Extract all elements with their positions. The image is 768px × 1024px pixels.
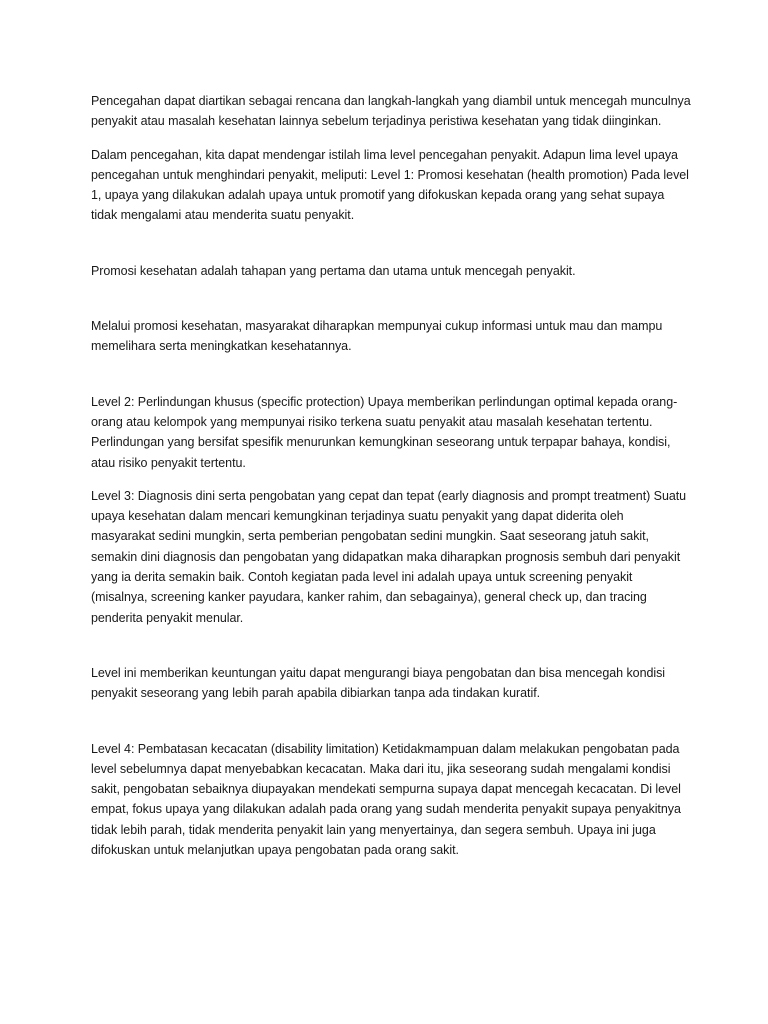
paragraph-five-levels-level-1: Dalam pencegahan, kita dapat mendengar istilah lima level pencegahan penyakit. Adapun lima level upaya pencegahan untuk menghindari penyakit, meliputi: Level 1: Promosi kesehatan (health promotion) Pada level 1, upaya yang dilakukan adalah upaya untuk promotif yang difokuskan kepada orang yang sehat supaya tidak mengalami atau menderita suatu penyakit.: [91, 147, 689, 223]
paragraph-health-promotion: Promosi kesehatan adalah tahapan yang pertama dan utama untuk mencegah penyakit.: [91, 263, 576, 278]
document-page: [91, 91, 691, 860]
paragraph-level-3: Level 3: Diagnosis dini serta pengobatan yang cepat dan tepat (early diagnosis and prompt treatment) Suatu upaya kesehatan dalam mencari kemungkinan terjadinya suatu penyakit yang dapat diderita oleh masyarakat sedini mungkin, serta pemberian pengobatan sedini mungkin. Saat seseorang jatuh sakit, semakin dini diagnosis dan pengobatan yang didapatkan maka diharapkan prognosis sembuh dari penyakit yang ia derita semakin baik. Contoh kegiatan pada level ini adalah upaya untuk screening penyakit (misalnya, screening kanker payudara, kanker rahim, dan sebagainya), general check up, dan tracing penderita penyakit menular.: [91, 488, 687, 625]
paragraph-promotion-benefit: Melalui promosi kesehatan, masyarakat diharapkan mempunyai cukup informasi untuk mau dan mampu memelihara serta meningkatkan kesehatannya.: [91, 319, 663, 354]
paragraph-level-3-benefit: Level ini memberikan keuntungan yaitu dapat mengurangi biaya pengobatan dan bisa mencegah kondisi penyakit seseorang yang lebih parah apabila dibiarkan tanpa ada tindakan kuratif.: [91, 665, 666, 701]
paragraph-prevention-definition: Pencegahan dapat diartikan sebagai rencana dan langkah-langkah yang diambil untuk mencegah munculnya penyakit atau masalah kesehatan lainnya sebelum terjadinya peristiwa kesehatan yang tidak diinginkan.: [91, 94, 691, 129]
paragraph-level-2: Level 2: Perlindungan khusus (specific protection) Upaya memberikan perlindungan optimal kepada orang-orang atau kelompok yang mempunyai risiko terkena suatu penyakit atau masalah kesehatan tertentu. Perlindungan yang bersifat spesifik menurunkan kemungkinan seseorang untuk terpapar bahaya, kondisi, atau risiko penyakit tertentu.: [91, 394, 678, 470]
paragraph-level-4: Level 4: Pembatasan kecacatan (disability limitation) Ketidakmampuan dalam melakukan pengobatan pada level sebelumnya dapat menyebabkan kecacatan. Maka dari itu, jika seseorang sudah mengalami kondisi sakit, pengobatan sebaiknya diupayakan mendekati sempurna supaya dapat mencegah kecacatan. Di level empat, fokus upaya yang dilakukan adalah pada orang yang sudah menderita penyakit supaya penyakitnya tidak lebih parah, tidak menderita penyakit lain yang menyertainya, dan segera sembuh. Upaya ini juga difokuskan untuk melanjutkan upaya pengobatan pada orang sakit.: [91, 741, 681, 858]
